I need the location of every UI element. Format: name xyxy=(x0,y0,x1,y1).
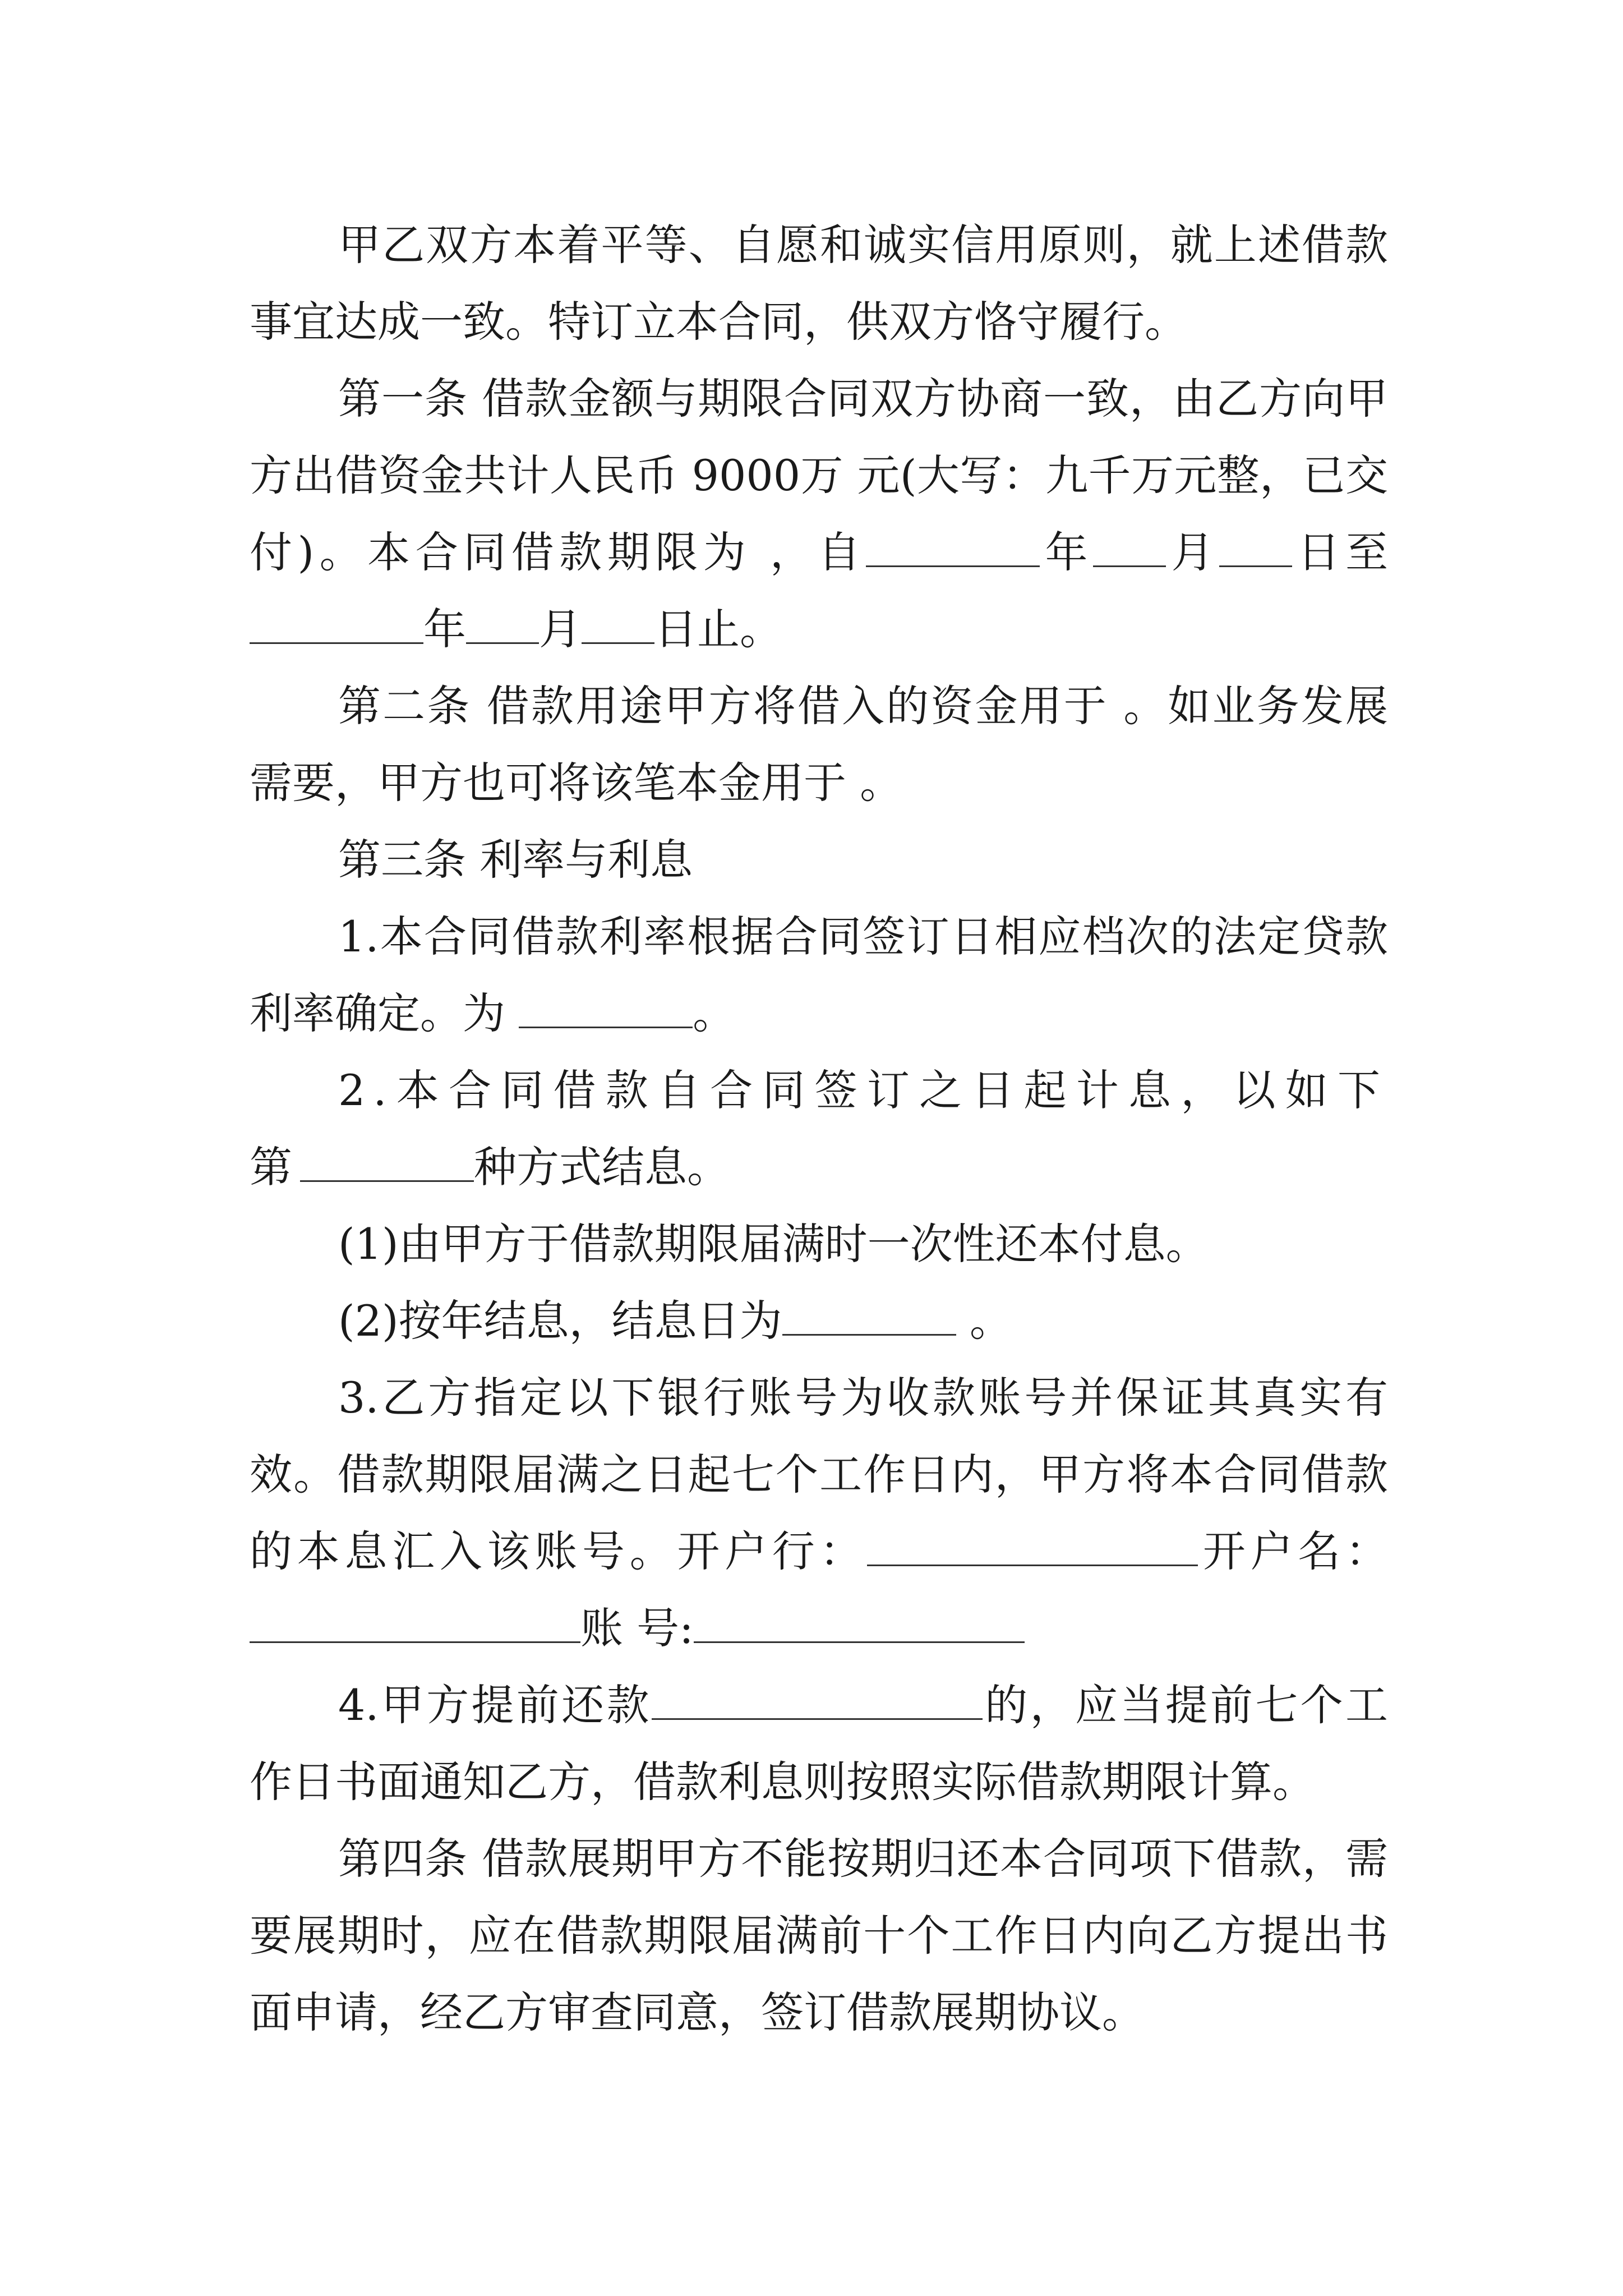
account-holder-label: 开户名： xyxy=(1198,1526,1389,1576)
article-1-text: 第一条 借款金额与期限合同双方协商一致，由乙方向甲方出借资金共计人民币 9000万 元(大写：九千万元整，已交付)。本合同借款期限为 ，自 xyxy=(250,374,1388,577)
start-year-blank xyxy=(866,525,1040,567)
article-3-title: 第三条 利率与利息 xyxy=(338,835,693,885)
article-2-paragraph xyxy=(250,668,1388,821)
clause-1-end: 。 xyxy=(693,988,736,1038)
preamble-text: 甲乙双方本着平等、自愿和诚实信用原则，就上述借款事宜达成一致。特订立本合同，供双方恪守履行。 xyxy=(250,220,1388,347)
account-number-blank xyxy=(694,1601,1025,1643)
article-1-paragraph xyxy=(250,360,1388,668)
account-holder-blank xyxy=(250,1601,580,1643)
clause-4-paragraph xyxy=(250,1667,1388,1820)
preamble-paragraph xyxy=(250,206,1388,360)
clause-2-end: 种方式结息。 xyxy=(474,1142,730,1192)
option-1-text: (1)由甲方于借款期限届满时一次性还本付息。 xyxy=(338,1219,1209,1269)
article-4-paragraph xyxy=(250,1820,1388,2051)
account-number-label: 账 号: xyxy=(580,1603,694,1653)
clause-4-end: 的，应当提前七个工作日书面通知乙方，借款利息则按照实际借款期限计算。 xyxy=(250,1680,1389,1807)
early-repayment-blank xyxy=(652,1678,983,1720)
option-2-text: (2)按年结息，结息日为 xyxy=(338,1296,782,1346)
clause-3-text: 3.乙方指定以下银行账号为收款账号并保证其真实有效。借款期限届满之日起七个工作日内，甲方将本合同借款的本息汇入该账号。开户行： xyxy=(250,1373,1388,1576)
year-label: 年 xyxy=(423,604,466,654)
end-month-blank xyxy=(466,602,539,644)
clause-2-text: 2.本合同借款自合同签订之日起计息，以如下第 xyxy=(250,1065,1388,1192)
article-2-text: 第二条 借款用途甲方将借入的资金用于 。如业务发展需要，甲方也可将该笔本金用于 。 xyxy=(250,681,1388,808)
clause-3-paragraph xyxy=(250,1359,1388,1667)
end-year-blank xyxy=(250,602,423,644)
settlement-method-blank xyxy=(300,1140,474,1182)
article-4-text: 第四条 借款展期甲方不能按期归还本合同项下借款，需要展期时，应在借款期限届满前十个工作日内向乙方提出书面申请，经乙方审查同意，签订借款展期协议。 xyxy=(250,1834,1388,2037)
option-2-paragraph xyxy=(250,1282,1388,1359)
end-day-blank xyxy=(582,602,654,644)
start-month-blank xyxy=(1093,525,1166,567)
clause-1-text: 1.本合同借款利率根据合同签订日相应档次的法定贷款利率确定。为 xyxy=(250,912,1388,1038)
day-to-label: 日至 xyxy=(1292,527,1389,577)
month-label: 月 xyxy=(1165,527,1220,577)
option-2-end: 。 xyxy=(956,1296,1012,1346)
day-end-label: 日止。 xyxy=(654,604,782,654)
interest-rate-blank xyxy=(519,986,693,1028)
settlement-date-blank xyxy=(782,1294,956,1336)
option-1-paragraph xyxy=(250,1205,1388,1282)
clause-1-paragraph xyxy=(250,898,1388,1052)
bank-name-blank xyxy=(867,1524,1198,1566)
month-label: 月 xyxy=(539,604,582,654)
clause-4-text: 4.甲方提前还款 xyxy=(338,1680,652,1730)
article-3-heading xyxy=(250,821,1388,898)
start-day-blank xyxy=(1219,525,1292,567)
clause-2-paragraph xyxy=(250,1052,1388,1205)
contract-body xyxy=(250,206,1388,2051)
year-label: 年 xyxy=(1039,527,1093,577)
